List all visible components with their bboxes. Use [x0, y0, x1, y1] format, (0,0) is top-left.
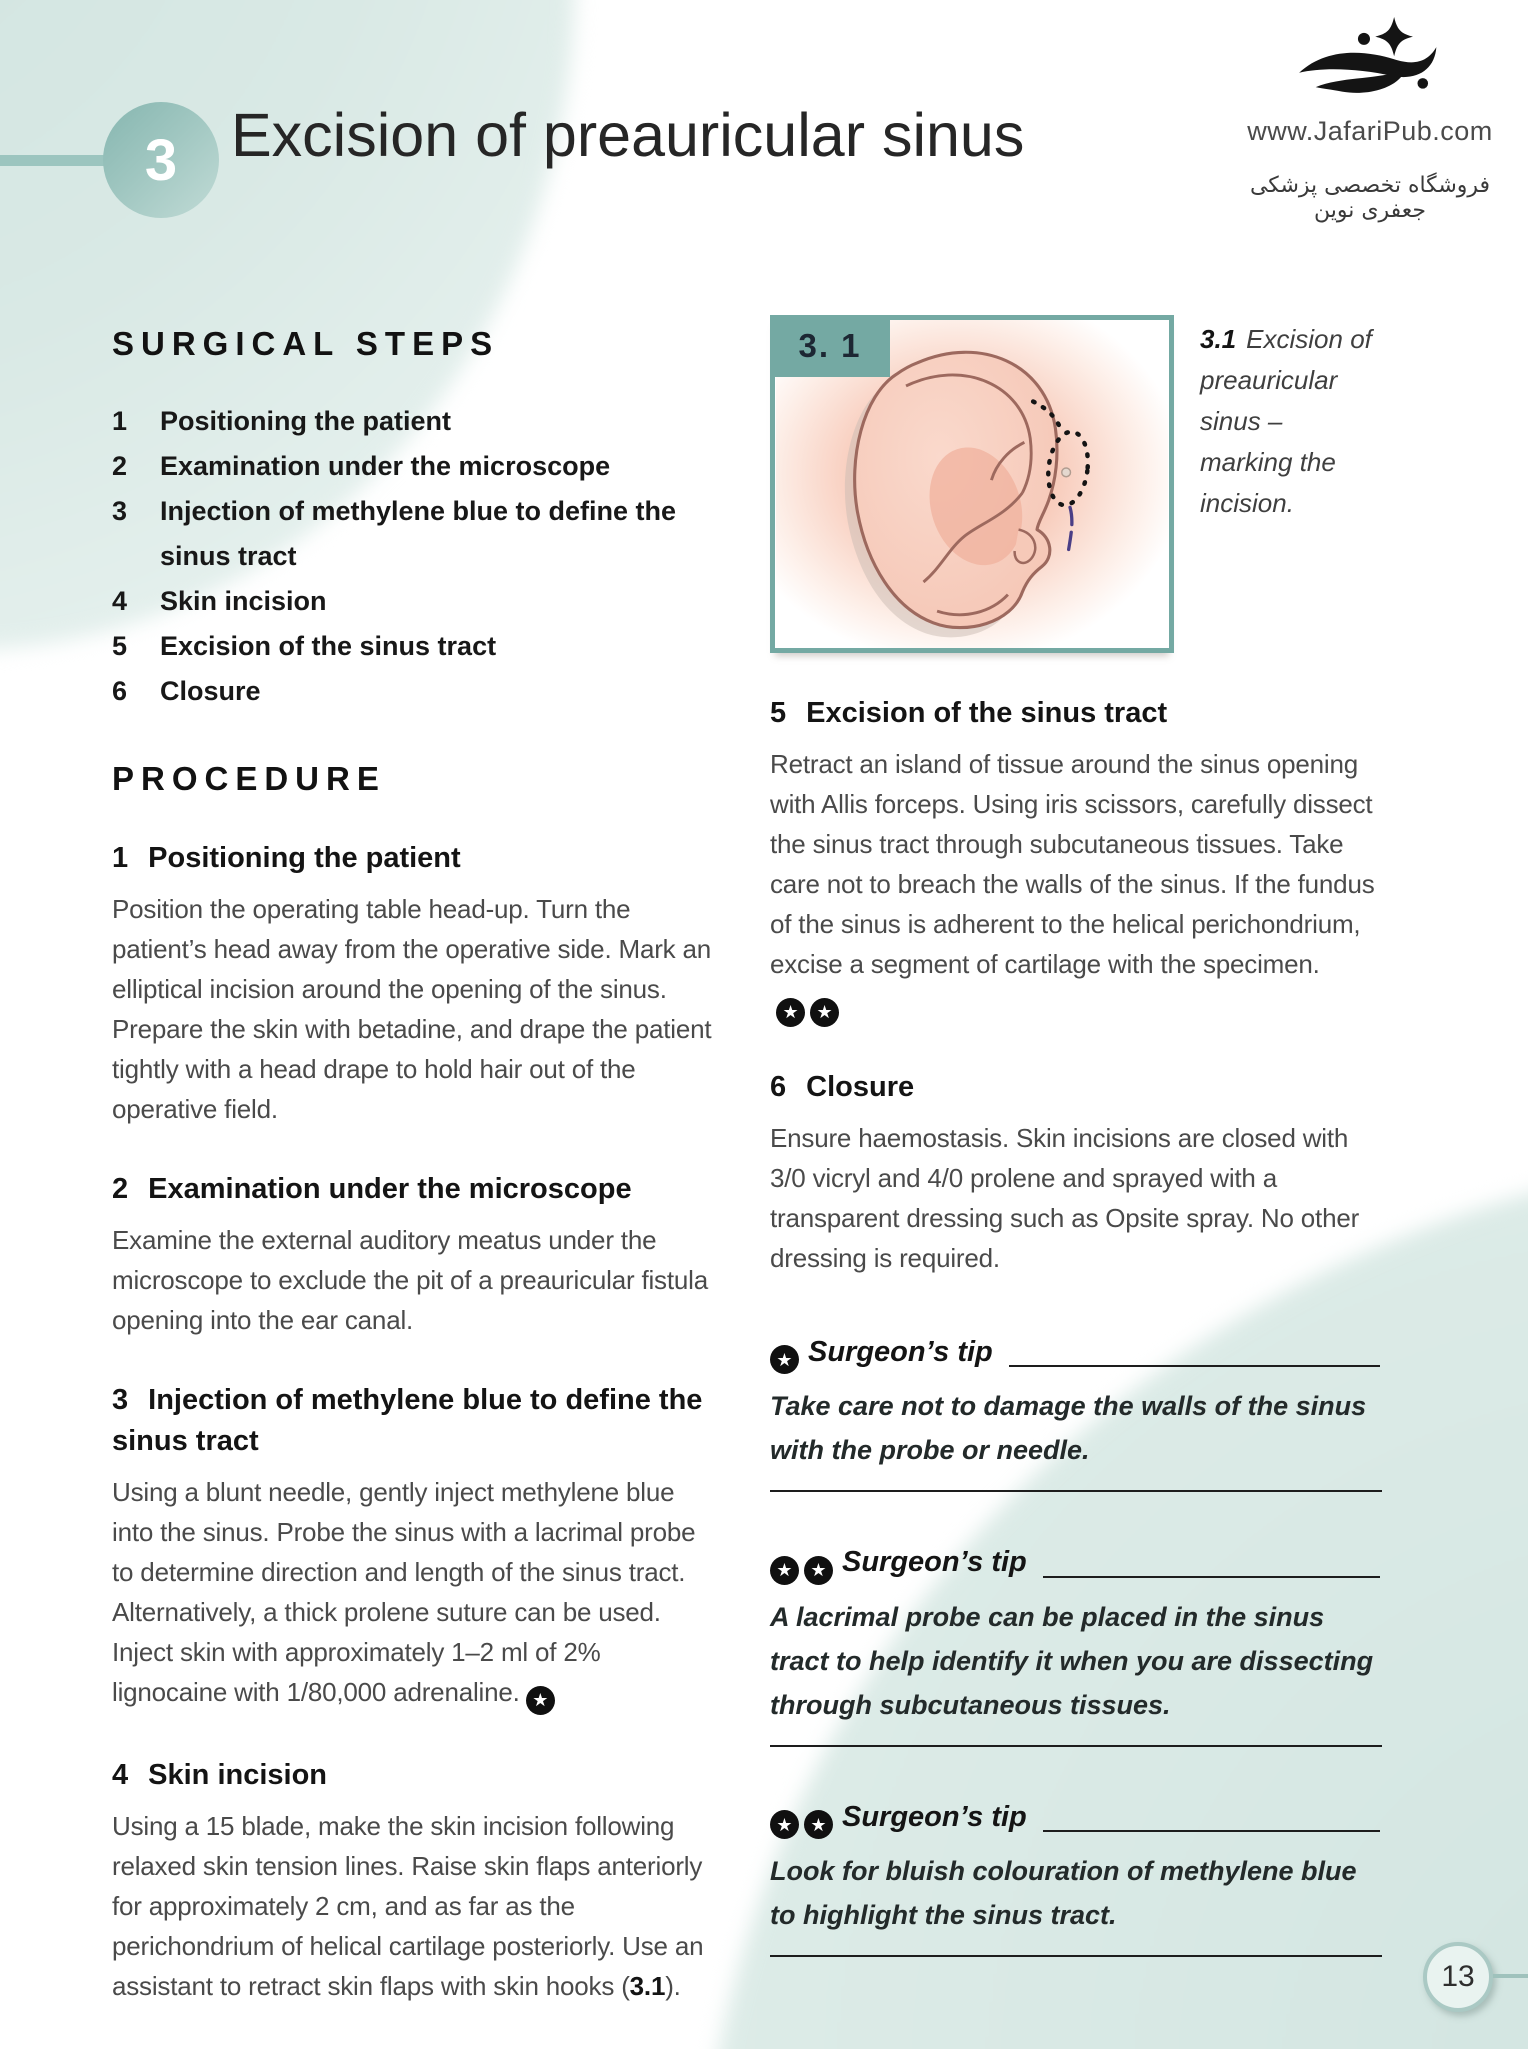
content-columns [112, 315, 1382, 2006]
procedure-section-1 [112, 838, 716, 1129]
tip-divider [770, 1745, 1382, 1747]
difficulty-star-icons [526, 1677, 560, 1710]
star-icon: ★ [770, 1810, 799, 1839]
chapter-accent-line [0, 155, 110, 166]
publisher-branding [1240, 14, 1500, 223]
procedure-section-5 [770, 693, 1382, 1027]
step-number: 3 [112, 496, 128, 526]
page-number: 13 [1441, 1960, 1475, 1993]
section-heading [112, 1755, 716, 1796]
right-column [770, 315, 1382, 2006]
star-icon: ★ [770, 1556, 799, 1585]
step-number: 2 [112, 451, 128, 481]
section-title: Closure [806, 1070, 915, 1103]
tip-divider [770, 1490, 1382, 1492]
chapter-number: 3 [144, 127, 178, 193]
page-title: Excision of preauricular sinus [231, 101, 1025, 169]
left-column [112, 315, 716, 2006]
section-heading [112, 1169, 716, 1210]
star-icon: ★ [810, 998, 839, 1027]
list-item [112, 399, 716, 444]
procedure-section-4 [112, 1755, 716, 2006]
figure-3-1 [770, 315, 1174, 653]
list-item [112, 624, 716, 669]
section-title: Excision of the sinus tract [806, 697, 1168, 729]
section-number: 2 [112, 1173, 129, 1205]
procedure-section-3 [112, 1380, 716, 1715]
step-label: Injection of methylene blue to define the sinus tract [160, 496, 677, 571]
procedure-section-2 [112, 1169, 716, 1340]
section-body: Retract an island of tissue around the sinus opening with Allis forceps. Using iris scissors, carefully dissect the sinus tract through subcutaneous tissues. Take care not to breach the walls of the sinus. If the fundus of the sinus is adherent to the helical perichondrium, excise a segment of cartilage with the specimen.★ ★ [770, 744, 1382, 1027]
surgeon-tip-1 [770, 1336, 1382, 1493]
section-heading [770, 1067, 1382, 1108]
page-number-rule [1493, 1974, 1528, 1978]
step-label: Positioning the patient [160, 406, 451, 436]
figure-caption-number: 3.1 [1200, 324, 1237, 354]
tip-header-rule [1043, 1576, 1380, 1578]
list-item [112, 579, 716, 624]
section-body: Using a blunt needle, gently inject methylene blue into the sinus. Probe the sinus with a lacrimal probe to determine direction and length of the sinus tract. Alternatively, a thick prolene suture can be used. Inject skin with approximately 1–2 ml of 2% lignocaine with 1/80,000 adrenaline. ★ [112, 1472, 716, 1715]
figure-row [770, 315, 1382, 653]
step-number: 6 [112, 676, 128, 706]
tip-header-rule [1043, 1830, 1380, 1832]
step-number: 5 [112, 631, 128, 661]
star-icon: ★ [804, 1810, 833, 1839]
tip-title: Surgeon’s tip [808, 1335, 993, 1368]
chapter-number-badge [103, 102, 219, 218]
tip-star-icons [770, 1345, 804, 1374]
list-item [112, 444, 716, 489]
section-body: Position the operating table head-up. Turn the patient’s head away from the operative side. Mark an elliptical incision around the opening of the sinus. Prepare the skin with betadine, and drape the patient tightly with a head drape to hold hair out of the operative field. [112, 894, 712, 1124]
tip-header [770, 1546, 1382, 1585]
section-body: Using a 15 blade, make the skin incision following relaxed skin tension lines. Raise skin flaps anteriorly for approximately 2 cm, and as far as the perichondrium of helical cartilage posteriorly. Use an assistant to retract skin flaps with skin hooks (3.1). [112, 1810, 704, 2001]
step-number: 4 [112, 586, 128, 616]
tip-star-icons [770, 1810, 838, 1839]
publisher-website: www.JafariPub.com [1247, 116, 1493, 146]
tip-header [770, 1336, 1382, 1375]
star-icon: ★ [526, 1686, 555, 1715]
step-label: Closure [160, 676, 261, 706]
section-heading [770, 693, 1382, 734]
section-number: 3 [112, 1384, 129, 1416]
figure-caption [1200, 315, 1382, 653]
section-body: Examine the external auditory meatus under the microscope to exclude the pit of a preauricular fistula opening into the ear canal. [112, 1225, 708, 1335]
surgeon-tips [770, 1336, 1382, 1958]
surgeon-tip-2 [770, 1546, 1382, 1747]
procedure-heading: PROCEDURE [112, 760, 386, 797]
tip-body: Look for bluish colouration of methylene blue to highlight the sinus tract. [770, 1856, 1357, 1930]
figure-label: 3. 1 [770, 315, 890, 377]
sinus-pit [1062, 468, 1071, 477]
step-label: Skin incision [160, 586, 327, 616]
tip-body: A lacrimal probe can be placed in the sinus tract to help identify it when you are dissecting through subcutaneous tissues. [770, 1601, 1374, 1720]
figure-caption-text: Excision of preauricular sinus – marking the incision. [1200, 324, 1372, 518]
publisher-tagline: فروشگاه تخصصی پزشکی جعفری نوین [1249, 173, 1491, 223]
tip-title: Surgeon’s tip [842, 1546, 1027, 1578]
step-number: 1 [112, 406, 128, 436]
section-title: Positioning the patient [148, 842, 461, 874]
page-number-badge [1423, 1942, 1493, 2012]
star-icon: ★ [770, 1345, 799, 1374]
list-item [112, 489, 716, 579]
tip-header [770, 1801, 1382, 1840]
surgeon-tip-3 [770, 1801, 1382, 1958]
surgical-steps-list [112, 399, 716, 714]
tip-title: Surgeon’s tip [842, 1800, 1027, 1833]
star-icon: ★ [804, 1556, 833, 1585]
section-number: 5 [770, 697, 787, 729]
step-label: Excision of the sinus tract [160, 631, 497, 661]
section-heading [112, 1380, 716, 1462]
section-number: 4 [112, 1758, 129, 1791]
publisher-logo-icon [1287, 14, 1453, 112]
section-number: 6 [770, 1070, 787, 1103]
list-item [112, 669, 716, 714]
section-number: 1 [112, 842, 129, 874]
surgical-steps-heading: SURGICAL STEPS [112, 325, 500, 362]
tip-divider [770, 1955, 1382, 1957]
tip-star-icons [770, 1556, 838, 1585]
tip-body: Take care not to damage the walls of the sinus with the probe or needle. [770, 1391, 1367, 1465]
procedure-section-6 [770, 1067, 1382, 1278]
section-title: Skin incision [148, 1758, 328, 1791]
figure-reference: (3.1). [621, 1970, 681, 2001]
star-icon: ★ [776, 998, 805, 1027]
section-heading [112, 838, 716, 879]
section-title: Injection of methylene blue to define the sinus tract [112, 1384, 703, 1457]
section-title: Examination under the microscope [148, 1173, 632, 1205]
difficulty-star-icons [776, 989, 844, 1022]
tip-header-rule [1009, 1365, 1380, 1367]
step-label: Examination under the microscope [160, 451, 611, 481]
section-body: Ensure haemostasis. Skin incisions are closed with 3/0 vicryl and 4/0 prolene and sprayed with a transparent dressing such as Opsite spray. No other dressing is required. [770, 1122, 1360, 1273]
